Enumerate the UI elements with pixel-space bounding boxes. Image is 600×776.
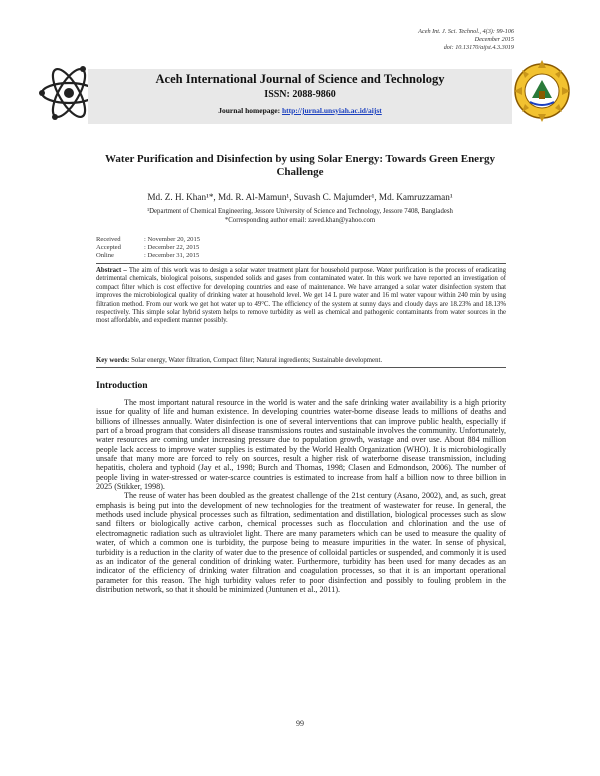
date-label: Online [96,252,114,260]
paragraph: The most important natural resource in the world is water and the safe drinking water availability is a high priority issue for quality of life and human existence. In developing countries water-borne disease leads to millions of deaths and billions of illnesses annually. Water disinfection is one of several interventions that can improve public health, especially if part of a broad program that considers all disease transmissions routes and sustainable involves the community. Unfortunately, water resources are coming under increasing pressure due to population growth, wastage and over use. About 884 million people lack access to improve water supplies is estimated by the World Health Organization (WHO). It is microbiologically unsafe that many more are forced to rely on sources, result a higher risk of waterborne disease transmission, including hepatitis, cholera and typhoid (Jay et al., 1998; Burch and Thomas, 1998; Clasen and Edmondson, 2006). The number of people living in water-stressed or water-scarce countries is estimated to increase from half a billion now to three billion in 2025 (Stikker, 1998). [96,398,506,492]
abstract-label: Abstract – [96,267,127,274]
abstract-bottom-rule [96,367,506,368]
paper-authors: Md. Z. H. Khan¹*, Md. R. Al-Mamun¹, Suvash C. Majumder¹, Md. Kamruzzaman¹ [147,192,453,202]
homepage-label: Journal homepage: [218,106,281,115]
journal-banner [88,69,512,124]
date-value: : December 22, 2015 [144,244,200,252]
introduction-body [96,398,506,594]
date-row [96,244,200,252]
affiliation-line: ¹Department of Chemical Engineering, Jessore University of Science and Technology, Jessore 7408, Bangladesh [147,208,453,215]
keywords-text: Solar energy, Water filtration, Compact filter; Natural ingredients; Sustainable development. [131,357,383,364]
corresponding-author: *Corresponding author email: zaved.khan@yahoo.com [224,217,376,224]
date-value: : November 20, 2015 [144,236,201,243]
university-crest-logo-icon [512,58,572,124]
paper-title: Water Purification and Disinfection by using Solar Energy: Towards Green Energy Challenge [105,153,495,178]
abstract [96,267,506,326]
date-label: Accepted [96,244,121,252]
paragraph: The reuse of water has been doubled as the greatest challenge of the 21st century (Asano, 2002), and, as such, great emphasis is being put into the development of new technologies for the treatment of wastewater for reuse. In general, the methods used include physical processes such as filtration, sedimentation and distillation, biological processes such as slow sand filters or biologically active carbon, chemical processes such as flocculation and chlorination and the use of electromagnetic radiation such as ultraviolet light. There are many parameters which can be used to measure the quality of water, of which a common one is turbidity, the purpose being to measure impurities in the water. In sense of physical, turbidity is a reduction in the clarity of water due to the presence of colloidal particles or suspended, and commonly it is used as an indicator of the general condition of drinking water. Furthermore, turbidity has been used for many decades as an indicator of the efficiency of drinking water filtration and coagulation processes, so that it is an important operational parameter for this reason. The high turbidity values refer to poor disinfection and possibly to fouling problem in the distribution network, so that it should be minimized (Juntunen et al., 2011). [96,491,506,594]
journal-homepage [88,106,512,115]
citation-line: Aceh Int. J. Sci. Technol., 4(3): 99-106 [418,28,514,35]
citation-header [418,28,514,52]
date-row [96,236,200,244]
journal-name: Aceh International Journal of Science and Technology [155,72,445,86]
date-value: : December 31, 2015 [144,252,200,260]
journal-issn: ISSN: 2088-9860 [264,89,336,100]
homepage-link[interactable]: http://jurnal.unsyiah.ac.id/aijst [281,106,382,115]
author-affiliation [60,207,540,225]
abstract-top-rule [96,263,506,264]
date-label: Received [96,236,121,243]
section-heading-introduction: Introduction [96,381,148,391]
citation-date: December 2015 [474,36,514,43]
date-row [96,252,200,260]
submission-dates [96,236,200,261]
abstract-text: The aim of this work was to design a solar water treatment plant for household purpose. Water purification is the process of eradicating detrimental chemicals, biological poisons, suspended solids and gases from contaminated water. In this work we have reported an investigation of compact filter which is cost effective for developing countries and ease of maintenance. We have arranged a solar water disinfection system that improves the microbiological quality of drinking water at household level. We get 14 L pure water and 16 ml water vapour within 240 min by using filtration method. From our work we get hot water up to 49°C. The efficiency of the system at sunny days and cloudy days are 18.23% and 18.13% respectively. This simple solar hybrid system helps to remove turbidity as well as chemical and pathogenic contaminants from water sources in the most affordable, and expedient manner possibly. [96,267,506,325]
keywords-label: Key words: [96,357,130,364]
keywords [96,357,506,365]
page-number: 99 [296,719,304,728]
citation-doi: doi: 10.13170/aijst.4.3.3019 [443,44,514,51]
